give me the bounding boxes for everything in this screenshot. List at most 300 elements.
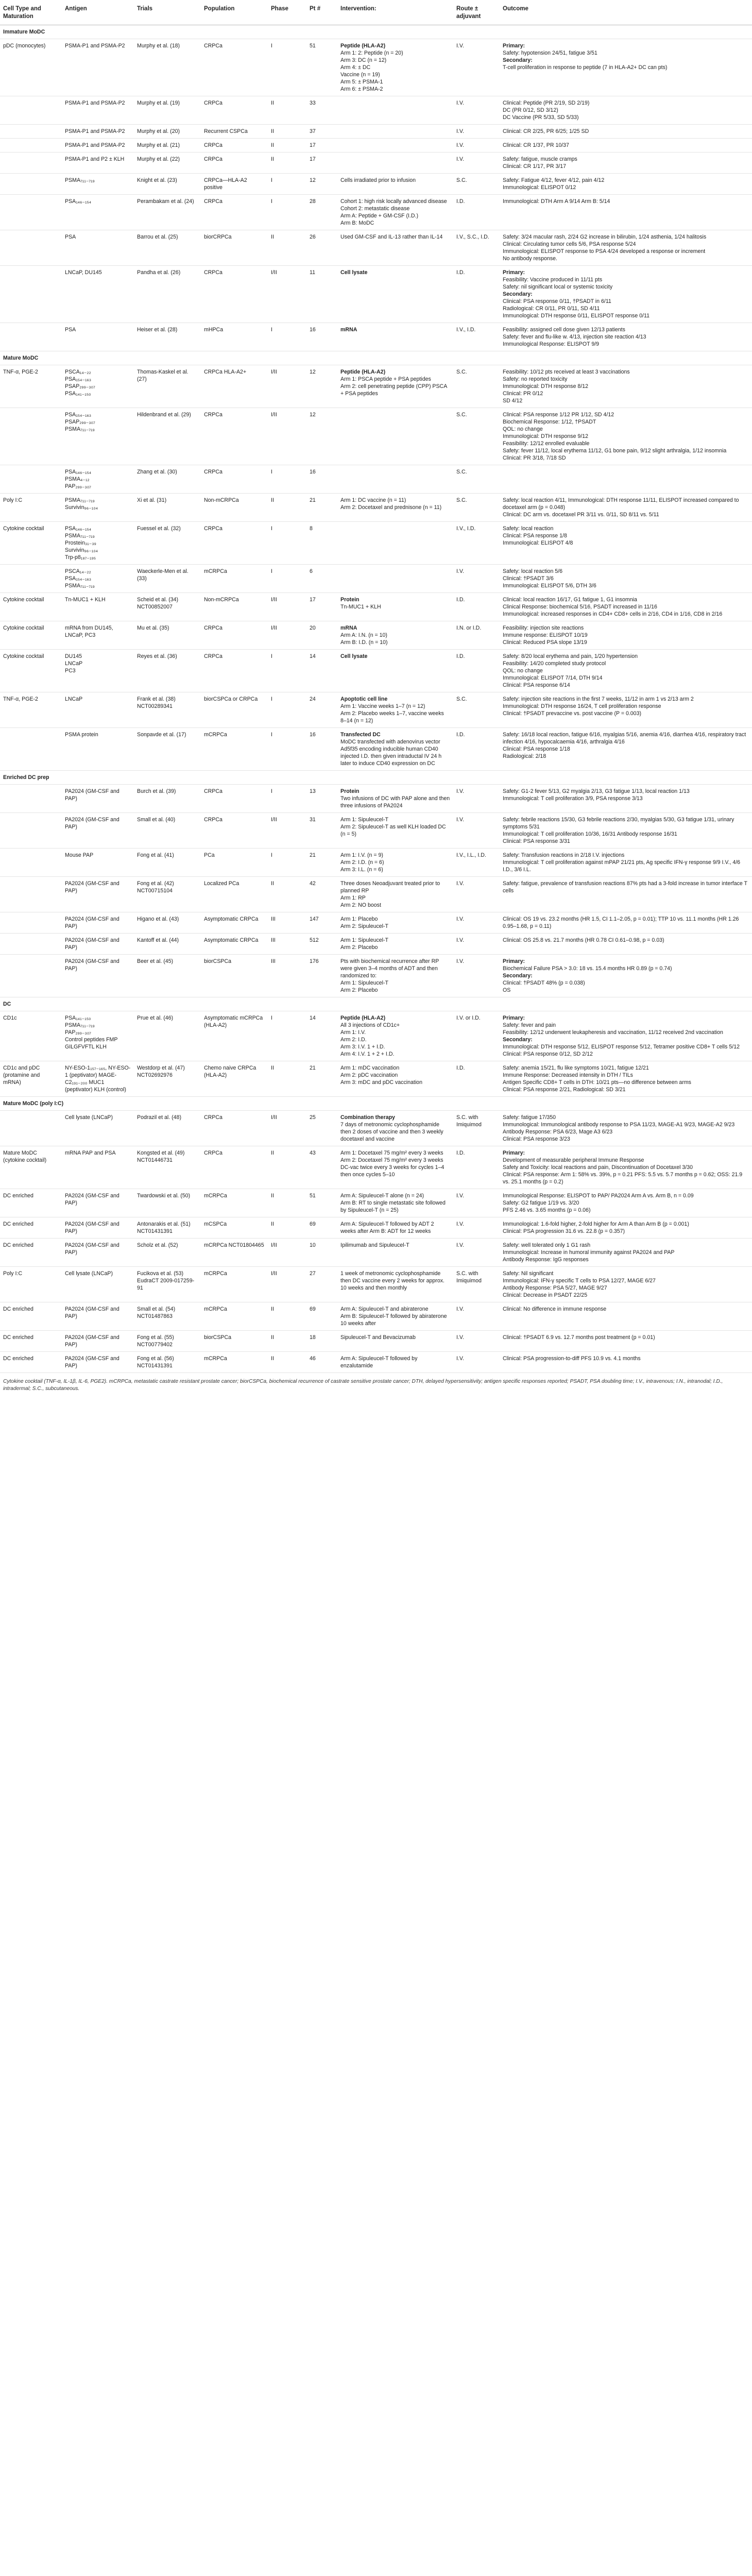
table-cell: 28: [306, 195, 337, 230]
table-footnote: Cytokine cocktail (TNF-α, IL-1β, IL-6, PGE2). mCRPCa, metastatic castrate resistant prostate cancer; biorCSPCa, biochemical recurrence of castrate sensitive prostate cancer; DTH, delayed hypersensitivity; antigen specific responses reported; PSADT, PSA doubling time; I.V., intravenous; I.N., intranodal; I.D., intradermal; S.C., subcutaneous.: [3, 1379, 723, 1392]
table-cell: Reyes et al. (36): [134, 650, 201, 692]
table-cell: I.D.: [453, 728, 500, 771]
table-cell: Burch et al. (39): [134, 785, 201, 813]
table-cell: PSA: [62, 230, 134, 266]
table-cell: Arm A: Sipuleucel-T followed by enzalutamide: [337, 1352, 453, 1373]
table-cell: CRPCa: [201, 813, 268, 849]
table-cell: Clinical: local reaction 16/17, G1 fatigue 1, G1 insomnia Clinical Response: biochemical 5/16, PSADT increased in 11/16 Immunological: increased responses in CD4+ CD8+ cells in 2/16, CD4 in 1/16, CD8 in 2/16: [500, 593, 752, 621]
table-cell: Murphy et al. (20): [134, 125, 201, 139]
table-cell: [337, 96, 453, 125]
table-cell: [337, 152, 453, 174]
table-cell: Thomas-Kaskel et al. (27): [134, 365, 201, 408]
table-cell: I.V.: [453, 1189, 500, 1217]
table-cell: I/II: [268, 1111, 306, 1146]
table-cell: Protein Tn-MUC1 + KLH: [337, 593, 453, 621]
table-cell: 69: [306, 1302, 337, 1331]
table-cell: Arm 1: Placebo Arm 2: Sipuleucel-T: [337, 912, 453, 934]
table-cell: I.D.: [453, 195, 500, 230]
table-cell: [337, 465, 453, 494]
table-row: [0, 849, 752, 877]
table-cell: DC enriched: [0, 1239, 62, 1267]
table-cell: 27: [306, 1267, 337, 1302]
table-row: [0, 465, 752, 494]
table-cell: CRPCa: [201, 152, 268, 174]
table-cell: [0, 1111, 62, 1146]
table-cell: [0, 912, 62, 934]
table-cell: Clinical: PSA response 1/12 PR 1/12, SD 4/12 Biochemical Response: 1/12, †PSADT QOL: no change Immunological: DTH response 9/12 Feasibility: 12/12 enrolled evaluable Safety: fever 11/12, local erythema 11/12, G1 bone pain, 9/12 slight arthralgia, 1/12 insomnia Clinical: PR 3/18, 7/18 SD: [500, 408, 752, 465]
table-cell: Arm 1: mDC vaccination Arm 2: pDC vaccination Arm 3: mDC and pDC vaccination: [337, 1061, 453, 1097]
table-cell: 31: [306, 813, 337, 849]
table-cell: S.C.: [453, 174, 500, 195]
table-cell: Safety: Transfusion reactions in 2/18 I.V. injections Immunological: T cell proliferation against mPAP 21/21 pts, Ag specific IFN-γ response 9/9 I.V., 4/6 I.D., 3/6 I.L.: [500, 849, 752, 877]
table-cell: I: [268, 39, 306, 96]
table-cell: 51: [306, 1189, 337, 1217]
table-row: [0, 912, 752, 934]
table-body: [0, 25, 752, 1373]
table-row: [0, 1217, 752, 1239]
table-cell: I: [268, 728, 306, 771]
table-cell: [0, 266, 62, 323]
table-cell: II: [268, 139, 306, 152]
table-row: [0, 1011, 752, 1061]
column-header: Antigen: [62, 0, 134, 25]
table-cell: Fuessel et al. (32): [134, 522, 201, 565]
table-cell: Small et al. (40): [134, 813, 201, 849]
table-cell: S.C.: [453, 494, 500, 522]
table-cell: I/II: [268, 1267, 306, 1302]
table-row: [0, 39, 752, 96]
table-cell: DC enriched: [0, 1352, 62, 1373]
table-cell: Scheid et al. (34) NCT00852007: [134, 593, 201, 621]
table-cell: S.C.: [453, 365, 500, 408]
table-cell: CRPCa—HLA-A2 positive: [201, 174, 268, 195]
table-cell: 24: [306, 692, 337, 728]
table-cell: I.V.: [453, 1302, 500, 1331]
table-cell: I: [268, 785, 306, 813]
table-cell: Peptide (HLA-A2) Arm 1: 2: Peptide (n = 20) Arm 3: DC (n = 12) Arm 4: ± DC Vaccine (n = 19) Arm 5: ± PSMA-1 Arm 6: ± PSMA-2: [337, 39, 453, 96]
table-cell: Primary: Development of measurable peripheral Immune Response Safety and Toxicity: local reactions and pain, Discontinuation of Docetaxel 3/30 Clinical: PSA response: Arm 1: 58% vs. 39%, p = 0.21 PFS: 5.5 vs. 5.7 months p = 0.62; OSS: 21.9 vs. 25.1 months (p = 0.2): [500, 1146, 752, 1189]
table-cell: Cytokine cocktail: [0, 522, 62, 565]
table-row: [0, 125, 752, 139]
table-cell: 147: [306, 912, 337, 934]
table-cell: PSMA protein: [62, 728, 134, 771]
table-cell: PSMA₇₁₁₋₇₁₉ Survivin₉₆₋₁₀₄: [62, 494, 134, 522]
table-cell: I.D.: [453, 593, 500, 621]
table-cell: Fucikova et al. (53) EudraCT 2009-017259-91: [134, 1267, 201, 1302]
table-cell: Murphy et al. (21): [134, 139, 201, 152]
table-cell: NY-ESO-1₁₅₇₋₁₆₅, NY-ESO-1 (peptivator) MAGE-C2₁₉₁₋₂₀₀ MUC1 (peptivator) KLH (control): [62, 1061, 134, 1097]
section-row: [0, 25, 752, 39]
table-cell: Prue et al. (46): [134, 1011, 201, 1061]
table-cell: S.C.: [453, 408, 500, 465]
table-cell: Antonarakis et al. (51) NCT01431391: [134, 1217, 201, 1239]
table-cell: I: [268, 465, 306, 494]
table-cell: I: [268, 692, 306, 728]
table-cell: Clinical: No difference in immune response: [500, 1302, 752, 1331]
table-cell: Kongsted et al. (49) NCT01446731: [134, 1146, 201, 1189]
table-cell: Fong et al. (42) NCT00715104: [134, 877, 201, 912]
table-cell: Clinical: OS 19 vs. 23.2 months (HR 1.5, CI 1.1–2.05, p = 0.01); TTP 10 vs. 11.1 months (HR 1.26 0.95–1.68, p = 0.11): [500, 912, 752, 934]
table-cell: PA2024 (GM-CSF and PAP): [62, 785, 134, 813]
table-cell: PA2024 (GM-CSF and PAP): [62, 1331, 134, 1352]
table-cell: PA2024 (GM-CSF and PAP): [62, 1189, 134, 1217]
table-cell: PA2024 (GM-CSF and PAP): [62, 1239, 134, 1267]
section-label: Mature MoDC (poly I:C): [0, 1097, 752, 1111]
table-cell: [0, 565, 62, 593]
table-cell: I.D.: [453, 1061, 500, 1097]
table-cell: PSMA-P1 and PSMA-P2: [62, 139, 134, 152]
table-cell: CRPCa: [201, 1146, 268, 1189]
table-cell: mCRPCa: [201, 1352, 268, 1373]
table-cell: Arm 1: Sipuleucel-T Arm 2: Sipuleucel-T as well KLH loaded DC (n = 5): [337, 813, 453, 849]
table-row: [0, 230, 752, 266]
section-label: DC: [0, 997, 752, 1011]
table-cell: II: [268, 230, 306, 266]
table-cell: 12: [306, 408, 337, 465]
table-cell: Apoptotic cell line Arm 1: Vaccine weeks 1–7 (n = 12) Arm 2: Placebo weeks 1–7, vaccine weeks 8–14 (n = 12): [337, 692, 453, 728]
table-cell: Xi et al. (31): [134, 494, 201, 522]
table-cell: mCRPCa: [201, 1267, 268, 1302]
table-cell: PA2024 (GM-CSF and PAP): [62, 877, 134, 912]
table-cell: PSA₁₄₆₋₁₅₄ PSMA₇₁₁₋₇₁₉ Prostein₃₁₋₃₉ Survivin₉₆₋₁₀₄ Trp-p8₁₈₇₋₁₉₅: [62, 522, 134, 565]
table-cell: [337, 565, 453, 593]
table-cell: I.V.: [453, 39, 500, 96]
table-cell: Beer et al. (45): [134, 955, 201, 997]
table-cell: Poly I:C: [0, 494, 62, 522]
table-cell: Safety: G1-2 fever 5/13, G2 myalgia 2/13, G3 fatigue 1/13, local reaction 1/13 Immunological: T cell proliferation 3/9, PSA response 3/13: [500, 785, 752, 813]
table-cell: I.V.: [453, 139, 500, 152]
table-row: [0, 195, 752, 230]
table-cell: Murphy et al. (18): [134, 39, 201, 96]
table-cell: [0, 323, 62, 351]
table-cell: Safety: fatigue, muscle cramps Clinical: CR 1/17, PR 3/17: [500, 152, 752, 174]
table-cell: S.C.: [453, 465, 500, 494]
table-cell: I.V.: [453, 125, 500, 139]
table-cell: [0, 139, 62, 152]
table-cell: I.V.: [453, 955, 500, 997]
table-cell: PA2024 (GM-CSF and PAP): [62, 955, 134, 997]
section-label: Enriched DC prep: [0, 771, 752, 785]
table-cell: I/II: [268, 266, 306, 323]
table-cell: mRNA Arm A: I.N. (n = 10) Arm B: I.D. (n = 10): [337, 621, 453, 650]
table-row: [0, 813, 752, 849]
table-cell: DC enriched: [0, 1217, 62, 1239]
table-cell: 13: [306, 785, 337, 813]
table-cell: Cytokine cocktail: [0, 621, 62, 650]
table-cell: TNF-α, PGE-2: [0, 365, 62, 408]
table-cell: III: [268, 912, 306, 934]
table-cell: I: [268, 650, 306, 692]
table-row: [0, 621, 752, 650]
table-cell: 14: [306, 1011, 337, 1061]
table-cell: Sonpavde et al. (17): [134, 728, 201, 771]
table-cell: CRPCa: [201, 39, 268, 96]
table-cell: 21: [306, 1061, 337, 1097]
table-cell: I/II: [268, 1239, 306, 1267]
table-cell: Primary: Biochemical Failure PSA > 3.0: 18 vs. 15.4 months HR 0.89 (p = 0.74) Secondary: Clinical: †PSADT 48% (p = 0.038) OS: [500, 955, 752, 997]
table-cell: Protein Two infusions of DC with PAP alone and then three infusions of PA2024: [337, 785, 453, 813]
table-cell: Feasibility: 10/12 pts received at least 3 vaccinations Safety: no reported toxicity Immunological: DTH response 8/12 Clinical: PR 0/12 SD 4/12: [500, 365, 752, 408]
table-cell: CRPCa: [201, 195, 268, 230]
table-cell: Cell lysate: [337, 650, 453, 692]
table-cell: Immunological: 1.6-fold higher, 2-fold higher for Arm A than Arm B (p = 0.001) Clinical: PSA progression 31.6 vs. 22.8 (p = 0.357): [500, 1217, 752, 1239]
table-cell: I: [268, 522, 306, 565]
table-cell: III: [268, 934, 306, 955]
table-cell: 16: [306, 323, 337, 351]
table-cell: I.V.: [453, 1352, 500, 1373]
table-cell: mCRPCa: [201, 1189, 268, 1217]
table-cell: 69: [306, 1217, 337, 1239]
table-cell: 46: [306, 1352, 337, 1373]
table-row: [0, 650, 752, 692]
table-row: [0, 1352, 752, 1373]
table-cell: Clinical: OS 25.8 vs. 21.7 months (HR 0.78 CI 0.61–0.98, p = 0.03): [500, 934, 752, 955]
column-header: Population: [201, 0, 268, 25]
table-cell: pDC (monocytes): [0, 39, 62, 96]
table-cell: DC enriched: [0, 1302, 62, 1331]
table-cell: Mu et al. (35): [134, 621, 201, 650]
table-cell: Murphy et al. (19): [134, 96, 201, 125]
table-cell: PSA₁₅₄₋₁₆₃ PSAP₂₉₉₋₃₀₇ PSMA₇₁₁₋₇₁₉: [62, 408, 134, 465]
table-cell: I: [268, 565, 306, 593]
table-cell: 6: [306, 565, 337, 593]
table-cell: [0, 174, 62, 195]
table-cell: I/II: [268, 365, 306, 408]
table-cell: Localized PCa: [201, 877, 268, 912]
table-cell: Safety: febrile reactions 15/30, G3 febrile reactions 2/30, myalgias 5/30, G3 fatigue 1/31, urinary symptoms 5/31 Immunological: T cell proliferation 10/36, 16/31 Antibody response 16/31 Clinical: PSA response 3/31: [500, 813, 752, 849]
table-cell: [337, 139, 453, 152]
table-row: [0, 1061, 752, 1097]
table-cell: DC enriched: [0, 1189, 62, 1217]
table-cell: mHPCa: [201, 323, 268, 351]
table-cell: Kantoff et al. (44): [134, 934, 201, 955]
table-cell: Safety: Nil significant Immunological: IFN-γ specific T cells to PSA 12/27, MAGE 6/27 Antibody Response: PSA 5/27, MAGE 9/27 Clinical: Decrease in PSADT 22/25: [500, 1267, 752, 1302]
table-cell: Cohort 1: high risk locally advanced disease Cohort 2: metastatic disease Arm A: Peptide + GM-CSF (I.D.) Arm B: MoDC: [337, 195, 453, 230]
table-cell: Safety: local reaction Clinical: PSA response 1/8 Immunological: ELISPOT 4/8: [500, 522, 752, 565]
table-cell: Mouse PAP: [62, 849, 134, 877]
table-cell: I.V., I.L., I.D.: [453, 849, 500, 877]
table-cell: CRPCa: [201, 785, 268, 813]
table-row: [0, 1146, 752, 1189]
table-cell: 11: [306, 266, 337, 323]
table-cell: 17: [306, 139, 337, 152]
table-cell: Asymptomatic mCRPCa (HLA-A2): [201, 1011, 268, 1061]
table-cell: 12: [306, 365, 337, 408]
table-cell: mRNA from DU145, LNCaP, PC3: [62, 621, 134, 650]
table-cell: Non-mCRPCa: [201, 593, 268, 621]
table-row: [0, 152, 752, 174]
table-cell: Westdorp et al. (47) NCT02692976: [134, 1061, 201, 1097]
table-cell: Safety: 16/18 local reaction, fatigue 6/16, myalgias 5/16, anemia 4/16, diarrhea 4/16, respiratory tract infection 4/16, hypocalcaemia 4/16, arthralgia 4/16 Clinical: PSA response 1/18 Radiological: 2/18: [500, 728, 752, 771]
table-cell: [0, 96, 62, 125]
table-cell: Safety: 8/20 local erythema and pain, 1/20 hypertension Feasibility: 14/20 completed study protocol QOL: no change Immunological: ELISPOT 7/14, DTH 9/14 Clinical: PSA response 6/14: [500, 650, 752, 692]
table-cell: I/II: [268, 813, 306, 849]
table-cell: I.V.: [453, 813, 500, 849]
table-cell: Arm 1: Docetaxel 75 mg/m² every 3 weeks Arm 2: Docetaxel 75 mg/m² every 3 weeks DC-vac twice every 3 weeks for cycles 1–4 then once cycles 5–10: [337, 1146, 453, 1189]
table-cell: CD1c and pDC (protamine and mRNA): [0, 1061, 62, 1097]
table-cell: S.C. with Imiquimod: [453, 1111, 500, 1146]
table-cell: 25: [306, 1111, 337, 1146]
table-cell: PSA₁₄₁₋₁₅₀ PSMA₇₁₁₋₇₁₉ PAP₂₉₉₋₃₀₇ Control peptides FMP GILGFVFTL KLH: [62, 1011, 134, 1061]
table-cell: [0, 195, 62, 230]
table-cell: II: [268, 1217, 306, 1239]
table-cell: 42: [306, 877, 337, 912]
table-cell: Clinical: †PSADT 6.9 vs. 12.7 months post treatment (p = 0.01): [500, 1331, 752, 1352]
table-cell: PCa: [201, 849, 268, 877]
table-cell: Fong et al. (55) NCT00779402: [134, 1331, 201, 1352]
table-cell: mCRPCa: [201, 565, 268, 593]
table-cell: Cell lysate (LNCaP): [62, 1111, 134, 1146]
table-cell: II: [268, 152, 306, 174]
table-cell: II: [268, 1302, 306, 1331]
table-cell: I/II: [268, 593, 306, 621]
table-row: [0, 266, 752, 323]
table-cell: [337, 408, 453, 465]
table-cell: Pandha et al. (26): [134, 266, 201, 323]
table-cell: CD1c: [0, 1011, 62, 1061]
table-cell: 51: [306, 39, 337, 96]
table-cell: II: [268, 494, 306, 522]
table-cell: CRPCa: [201, 621, 268, 650]
table-cell: 1 week of metronomic cyclophosphamide then DC vaccine every 2 weeks for approx. 10 weeks and then monthly: [337, 1267, 453, 1302]
table-cell: mCRPCa: [201, 1302, 268, 1331]
table-cell: Scholz et al. (52): [134, 1239, 201, 1267]
table-cell: [337, 522, 453, 565]
table-cell: II: [268, 1189, 306, 1217]
table-cell: mCRPCa NCT01804465: [201, 1239, 268, 1267]
table-cell: CRPCa: [201, 465, 268, 494]
table-cell: 20: [306, 621, 337, 650]
table-cell: CRPCa: [201, 522, 268, 565]
table-cell: Peptide (HLA-A2) All 3 injections of CD1c+ Arm 1: I.V. Arm 2: I.D. Arm 3: I.V. 1 + I.D. Arm 4: I.V. 1 + 2 + I.D.: [337, 1011, 453, 1061]
table-cell: Safety: fatigue 17/350 Immunological: Immunological antibody response to PSA 11/23, MAGE-A1 9/23, MAGE-A2 9/23 Antibody Response: PSA 6/23, Mage A3 6/23 Clinical: PSA response 3/23: [500, 1111, 752, 1146]
table-cell: Mature MoDC (cytokine cocktail): [0, 1146, 62, 1189]
table-cell: Zhang et al. (30): [134, 465, 201, 494]
section-label: Immature MoDC: [0, 25, 752, 39]
table-cell: I/II: [268, 408, 306, 465]
table-cell: [0, 877, 62, 912]
table-cell: 10: [306, 1239, 337, 1267]
table-row: [0, 593, 752, 621]
section-row: [0, 997, 752, 1011]
table-cell: Clinical: CR 2/25, PR 6/25; 1/25 SD: [500, 125, 752, 139]
table-cell: I.V.: [453, 152, 500, 174]
table-cell: biorCRPCa: [201, 230, 268, 266]
table-row: [0, 365, 752, 408]
table-cell: 21: [306, 494, 337, 522]
table-cell: I.V.: [453, 785, 500, 813]
column-header: Outcome: [500, 0, 752, 25]
table-cell: 176: [306, 955, 337, 997]
table-cell: II: [268, 1146, 306, 1189]
table-cell: [0, 230, 62, 266]
table-cell: [0, 785, 62, 813]
table-cell: 16: [306, 728, 337, 771]
table-row: [0, 934, 752, 955]
table-cell: [0, 955, 62, 997]
table-cell: S.C. with Imiquimod: [453, 1267, 500, 1302]
table-cell: 18: [306, 1331, 337, 1352]
table-cell: Safety: local reaction 4/11, Immunological: DTH response 11/11, ELISPOT increased compared to docetaxel arm (p = 0.048) Clinical: DC arm vs. docetaxel PR 3/11 vs. 0/11, SD 8/11 vs. 5/11: [500, 494, 752, 522]
table-cell: Fong et al. (56) NCT01431391: [134, 1352, 201, 1373]
table-cell: PA2024 (GM-CSF and PAP): [62, 1217, 134, 1239]
table-row: [0, 728, 752, 771]
table-cell: Hildenbrand et al. (29): [134, 408, 201, 465]
table-cell: [0, 465, 62, 494]
column-header: Route ± adjuvant: [453, 0, 500, 25]
table-cell: 17: [306, 152, 337, 174]
table-cell: 14: [306, 650, 337, 692]
table-cell: Twardowski et al. (50): [134, 1189, 201, 1217]
table-cell: CRPCa: [201, 650, 268, 692]
table-cell: Cell lysate: [337, 266, 453, 323]
table-cell: II: [268, 1331, 306, 1352]
table-cell: Combination therapy 7 days of metronomic cyclophosphamide then 2 doses of vaccine and then 3 weekly docetaxel and vaccine: [337, 1111, 453, 1146]
table-cell: PSMA-P1 and P2 ± KLH: [62, 152, 134, 174]
table-cell: TNF-α, PGE-2: [0, 692, 62, 728]
table-cell: II: [268, 1061, 306, 1097]
table-cell: II: [268, 877, 306, 912]
table-cell: II: [268, 1352, 306, 1373]
table-cell: II: [268, 125, 306, 139]
table-row: [0, 785, 752, 813]
table-cell: I.D.: [453, 266, 500, 323]
table-cell: Poly I:C: [0, 1267, 62, 1302]
table-row: [0, 1267, 752, 1302]
table-cell: Primary: Feasibility: Vaccine produced in 11/11 pts Safety: nil significant local or systemic toxicity Secondary: Clinical: PSA response 0/11, †PSADT in 6/11 Radiological: CR 0/11, PR 0/11, SD 4/11 Immunological: DTH response 0/11, ELISPOT response 0/11: [500, 266, 752, 323]
table-cell: I.V.: [453, 96, 500, 125]
table-cell: I.N. or I.D.: [453, 621, 500, 650]
table-cell: CRPCa: [201, 408, 268, 465]
table-cell: PSA: [62, 323, 134, 351]
table-row: [0, 692, 752, 728]
table-cell: Frank et al. (38) NCT00289341: [134, 692, 201, 728]
table-cell: Higano et al. (43): [134, 912, 201, 934]
table-cell: Feasibility: injection site reactions Immune response: ELISPOT 10/19 Clinical: Reduced PSA slope 13/19: [500, 621, 752, 650]
table-cell: Arm 1: Sipuleucel-T Arm 2: Placebo: [337, 934, 453, 955]
table-cell: Cells irradiated prior to infusion: [337, 174, 453, 195]
table-cell: I.V.: [453, 934, 500, 955]
table-row: [0, 565, 752, 593]
table-cell: Arm 1: DC vaccine (n = 11) Arm 2: Docetaxel and prednisone (n = 11): [337, 494, 453, 522]
table-cell: Recurrent CSPCa: [201, 125, 268, 139]
table-cell: [0, 849, 62, 877]
table-cell: Podrazil et al. (48): [134, 1111, 201, 1146]
table-row: [0, 877, 752, 912]
table-cell: Arm A: Sipuleucel-T and abiraterone Arm B: Sipuleucel-T followed by abiraterone 10 weeks after: [337, 1302, 453, 1331]
table-row: [0, 1111, 752, 1146]
table-cell: I.D.: [453, 650, 500, 692]
table-cell: Sipuleucel-T and Bevacizumab: [337, 1331, 453, 1352]
table-cell: [0, 934, 62, 955]
table-cell: biorCSPCa: [201, 955, 268, 997]
table-cell: Safety: fatigue, prevalence of transfusion reactions 87% pts had a 3-fold increase in tumor interface T cells: [500, 877, 752, 912]
table-cell: LNCaP, DU145: [62, 266, 134, 323]
table-cell: 26: [306, 230, 337, 266]
table-cell: Pts with biochemical recurrence after RP were given 3–4 months of ADT and then randomized to: Arm 1: Sipuleucel-T Arm 2: Placebo: [337, 955, 453, 997]
table-cell: [0, 408, 62, 465]
table-cell: PSMA-P1 and PSMA-P2: [62, 39, 134, 96]
table-cell: 37: [306, 125, 337, 139]
table-cell: CRPCa HLA-A2+: [201, 365, 268, 408]
table-cell: Safety: 3/24 macular rash, 2/24 G2 increase in bilirubin, 1/24 asthenia, 1/24 halitosis Clinical: Circulating tumor cells 5/6, PSA response 5/24 Immunological: ELISPOT response to PSA 4/24 developed a response or increment No antibody response.: [500, 230, 752, 266]
table-cell: I.V. or I.D.: [453, 1011, 500, 1061]
section-label: Mature MoDC: [0, 351, 752, 365]
table-row: [0, 1189, 752, 1217]
column-header: Intervention:: [337, 0, 453, 25]
table-cell: PA2024 (GM-CSF and PAP): [62, 1352, 134, 1373]
table-cell: Clinical: Peptide (PR 2/19, SD 2/19) DC (PR 0/12, SD 3/12) DC Vaccine (PR 5/33, SD 5/33): [500, 96, 752, 125]
